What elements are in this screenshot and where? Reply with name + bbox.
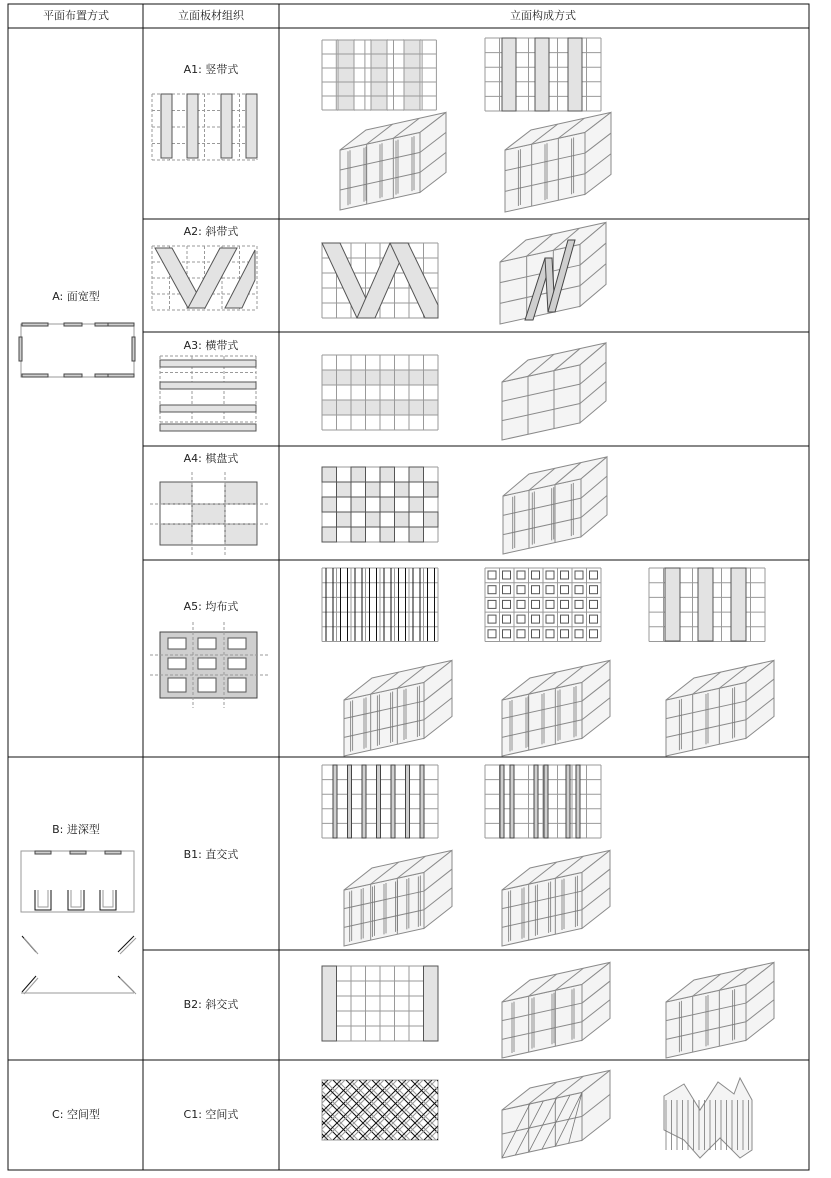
row-a2-label: A2: 斜带式 (183, 225, 239, 238)
row-c1-label: C1: 空间式 (183, 1108, 239, 1121)
row-a4-drawings (150, 457, 607, 555)
header-panel-organization: 立面板材组织 (178, 9, 244, 22)
header-plan-layout: 平面布置方式 (43, 9, 109, 22)
plan-a-diagram (19, 323, 135, 377)
row-a3-label: A3: 横带式 (183, 339, 239, 352)
row-b1-label: B1: 直交式 (183, 848, 239, 861)
plan-type-b-label: B: 进深型 (52, 823, 100, 836)
row-a1-label: A1: 竖带式 (183, 63, 239, 76)
row-a4-label: A4: 棋盘式 (183, 452, 239, 465)
row-a5-label: A5: 均布式 (183, 600, 239, 613)
plan-b-diagram (21, 851, 136, 994)
plan-type-a-label: A: 面宽型 (52, 290, 100, 303)
plan-type-c-label: C: 空间型 (52, 1108, 100, 1121)
row-b2-label: B2: 斜交式 (183, 998, 239, 1011)
row-a5-drawings (150, 568, 774, 756)
row-a3-drawings (160, 343, 606, 440)
row-b1-drawings (322, 765, 610, 946)
row-c1-drawings (242, 1070, 752, 1158)
row-b2-drawings (322, 962, 774, 1058)
header-composition: 立面构成方式 (510, 9, 576, 22)
